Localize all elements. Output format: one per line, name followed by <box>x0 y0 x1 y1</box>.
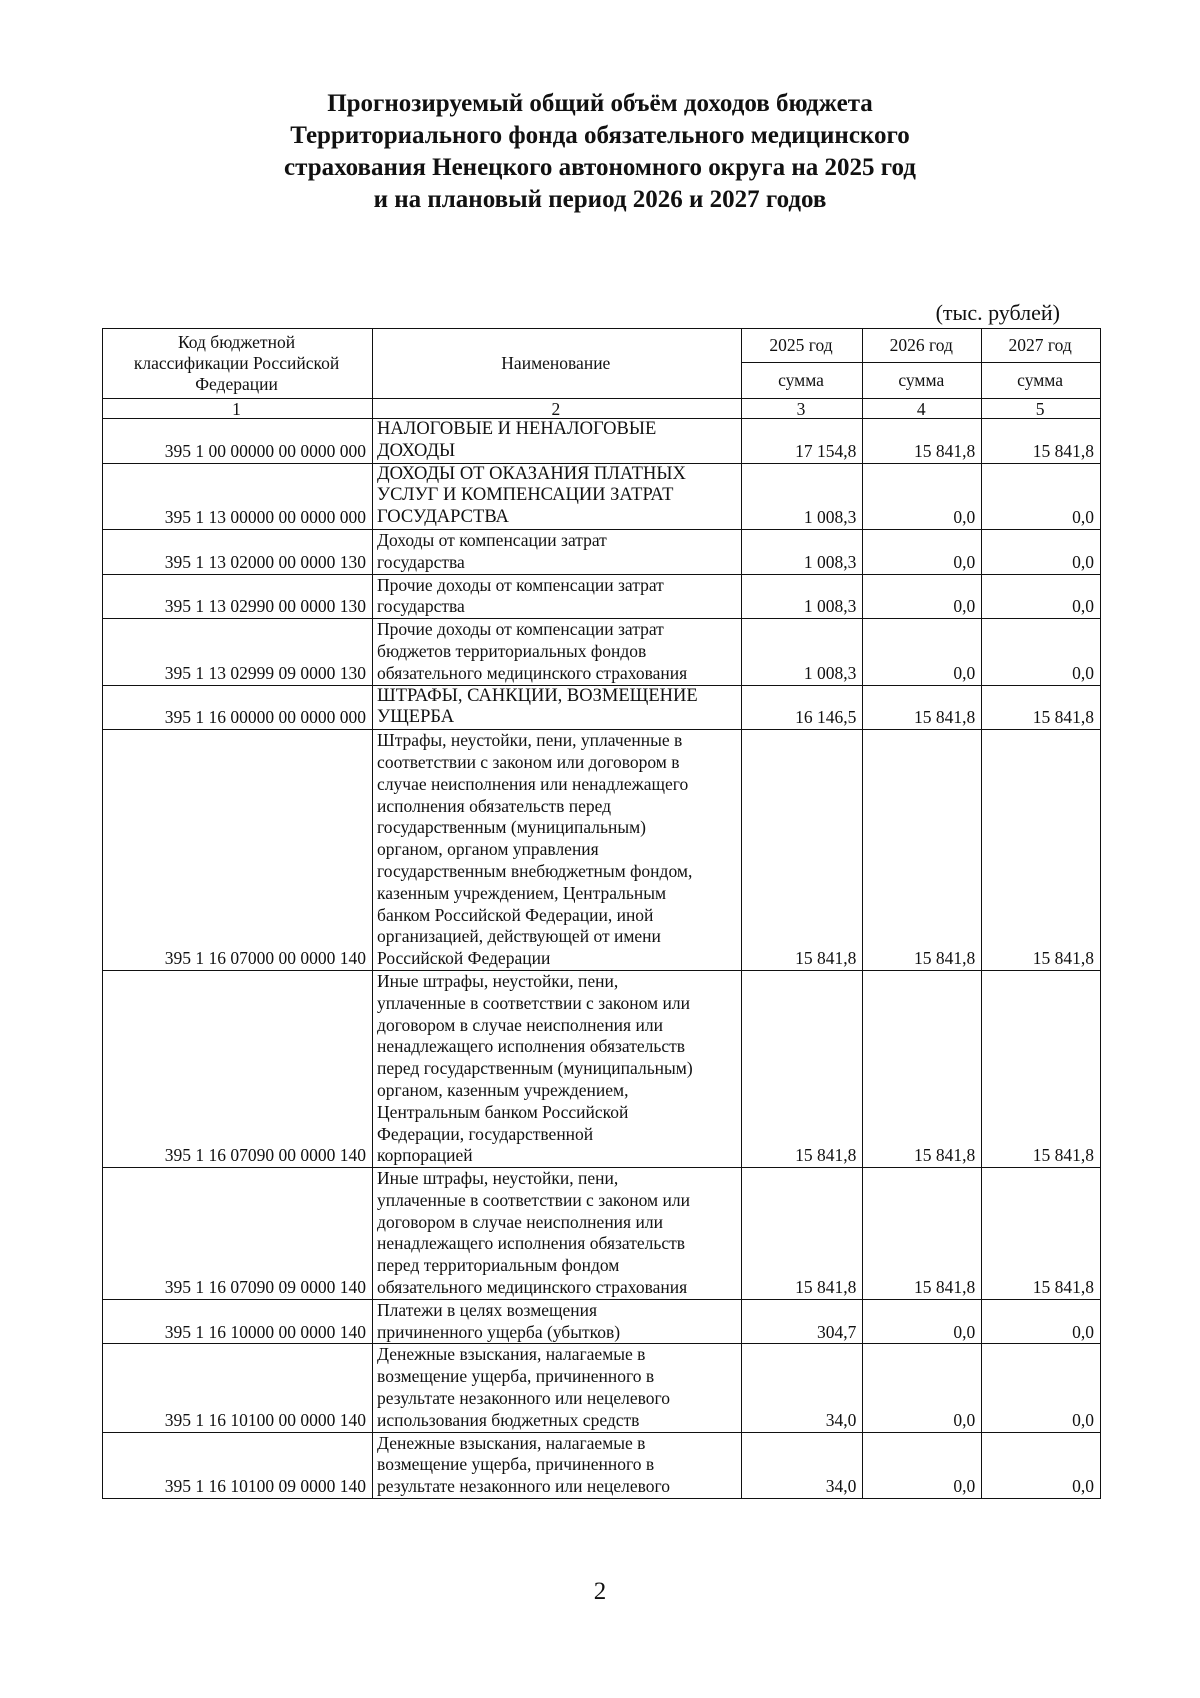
row-value-2026: 0,0 <box>863 619 982 685</box>
row-value-2025: 15 841,8 <box>741 1168 863 1300</box>
row-value-2026: 15 841,8 <box>863 730 982 971</box>
row-name: Доходы от компенсации затрат государства <box>373 529 742 574</box>
row-value-2025: 1 008,3 <box>741 463 863 529</box>
row-value-2025: 16 146,5 <box>741 685 863 730</box>
row-value-2025: 1 008,3 <box>741 619 863 685</box>
table-row <box>103 685 1101 730</box>
header-year-2026: 2026 год <box>863 329 982 363</box>
row-name: ШТРАФЫ, САНКЦИИ, ВОЗМЕЩЕНИЕ УЩЕРБА <box>373 685 742 730</box>
column-number: 1 <box>103 399 373 419</box>
row-name: ДОХОДЫ ОТ ОКАЗАНИЯ ПЛАТНЫХ УСЛУГ И КОМПЕНСАЦИИ ЗАТРАТ ГОСУДАРСТВА <box>373 463 742 529</box>
row-value-2025: 15 841,8 <box>741 730 863 971</box>
column-number: 4 <box>863 399 982 419</box>
column-number: 2 <box>373 399 742 419</box>
title-line: и на плановый период 2026 и 2027 годов <box>373 186 827 213</box>
row-name: Иные штрафы, неустойки, пени, уплаченные в соответствии с законом или договором в случае неисполнения или ненадлежащего исполнения обязательств перед государственным (муниципальным) органом, казенным учреждением, Центральным банком Российской Федерации, государственной корпорацией <box>373 970 742 1167</box>
table-row <box>103 1432 1101 1498</box>
header-year-2027: 2027 год <box>982 329 1101 363</box>
table-row <box>103 619 1101 685</box>
row-value-2027: 0,0 <box>982 619 1101 685</box>
row-code: 395 1 13 02990 00 0000 130 <box>103 574 373 619</box>
table-row <box>103 1299 1101 1344</box>
row-value-2025: 304,7 <box>741 1299 863 1344</box>
table-row <box>103 463 1101 529</box>
row-name: Прочие доходы от компенсации затрат государства <box>373 574 742 619</box>
title-line: Прогнозируемый общий объём доходов бюджета <box>327 90 873 117</box>
budget-revenue-table <box>102 328 1101 1499</box>
row-value-2027: 15 841,8 <box>982 730 1101 971</box>
row-name: НАЛОГОВЫЕ И НЕНАЛОГОВЫЕ ДОХОДЫ <box>373 419 742 464</box>
table-row <box>103 419 1101 464</box>
row-value-2027: 15 841,8 <box>982 970 1101 1167</box>
row-value-2026: 0,0 <box>863 574 982 619</box>
row-value-2025: 1 008,3 <box>741 574 863 619</box>
title-line: Территориального фонда обязательного медицинского <box>290 122 910 149</box>
document-title <box>150 88 1050 216</box>
row-code: 395 1 16 00000 00 0000 000 <box>103 685 373 730</box>
row-code: 395 1 16 07090 09 0000 140 <box>103 1168 373 1300</box>
row-value-2025: 1 008,3 <box>741 529 863 574</box>
row-code: 395 1 16 10000 00 0000 140 <box>103 1299 373 1344</box>
row-name: Штрафы, неустойки, пени, уплаченные в соответствии с законом или договором в случае неисполнения или ненадлежащего исполнения обязательств перед государственным (муниципальным) органом, органом управления государственным внебюджетным фондом, казенным учреждением, Центральным банком Российской Федерации, иной организацией, действующей от имени Российской Федерации <box>373 730 742 971</box>
table-row <box>103 730 1101 971</box>
column-number: 5 <box>982 399 1101 419</box>
table-row <box>103 529 1101 574</box>
row-value-2027: 15 841,8 <box>982 1168 1101 1300</box>
row-value-2026: 15 841,8 <box>863 1168 982 1300</box>
title-line: страхования Ненецкого автономного округа на 2025 год <box>284 154 916 181</box>
row-value-2025: 17 154,8 <box>741 419 863 464</box>
header-sum: сумма <box>863 363 982 399</box>
row-value-2026: 15 841,8 <box>863 970 982 1167</box>
row-value-2027: 0,0 <box>982 529 1101 574</box>
header-year-2025: 2025 год <box>741 329 863 363</box>
table-row <box>103 1168 1101 1300</box>
row-value-2027: 15 841,8 <box>982 685 1101 730</box>
row-value-2026: 15 841,8 <box>863 685 982 730</box>
table-row <box>103 1344 1101 1432</box>
row-value-2027: 0,0 <box>982 463 1101 529</box>
row-value-2027: 15 841,8 <box>982 419 1101 464</box>
row-code: 395 1 13 00000 00 0000 000 <box>103 463 373 529</box>
row-value-2027: 0,0 <box>982 1432 1101 1498</box>
header-name: Наименование <box>373 329 742 399</box>
row-name: Денежные взыскания, налагаемые в возмещение ущерба, причиненного в результате незаконного или нецелевого <box>373 1432 742 1498</box>
row-code: 395 1 13 02999 09 0000 130 <box>103 619 373 685</box>
row-value-2026: 15 841,8 <box>863 419 982 464</box>
row-value-2026: 0,0 <box>863 1299 982 1344</box>
row-value-2027: 0,0 <box>982 1344 1101 1432</box>
row-code: 395 1 16 10100 09 0000 140 <box>103 1432 373 1498</box>
row-value-2026: 0,0 <box>863 1432 982 1498</box>
row-value-2025: 15 841,8 <box>741 970 863 1167</box>
row-value-2027: 0,0 <box>982 574 1101 619</box>
header-sum: сумма <box>741 363 863 399</box>
row-code: 395 1 16 10100 00 0000 140 <box>103 1344 373 1432</box>
row-name: Прочие доходы от компенсации затрат бюджетов территориальных фондов обязательного медицинского страхования <box>373 619 742 685</box>
header-sum: сумма <box>982 363 1101 399</box>
table-row <box>103 970 1101 1167</box>
row-value-2026: 0,0 <box>863 463 982 529</box>
row-name: Денежные взыскания, налагаемые в возмещение ущерба, причиненного в результате незаконного или нецелевого использования бюджетных средств <box>373 1344 742 1432</box>
table-row <box>103 574 1101 619</box>
row-value-2025: 34,0 <box>741 1344 863 1432</box>
row-name: Платежи в целях возмещения причиненного ущерба (убытков) <box>373 1299 742 1344</box>
row-code: 395 1 13 02000 00 0000 130 <box>103 529 373 574</box>
row-value-2026: 0,0 <box>863 1344 982 1432</box>
header-code: Код бюджетной классификации Российской Федерации <box>103 329 373 399</box>
units-label: (тыс. рублей) <box>935 300 1060 325</box>
row-name: Иные штрафы, неустойки, пени, уплаченные в соответствии с законом или договором в случае неисполнения или ненадлежащего исполнения обязательств перед территориальным фондом обязательного медицинского страхования <box>373 1168 742 1300</box>
row-code: 395 1 16 07090 00 0000 140 <box>103 970 373 1167</box>
column-number: 3 <box>741 399 863 419</box>
row-value-2026: 0,0 <box>863 529 982 574</box>
row-code: 395 1 16 07000 00 0000 140 <box>103 730 373 971</box>
page-number: 2 <box>593 1578 607 1605</box>
row-value-2025: 34,0 <box>741 1432 863 1498</box>
row-value-2027: 0,0 <box>982 1299 1101 1344</box>
row-code: 395 1 00 00000 00 0000 000 <box>103 419 373 464</box>
